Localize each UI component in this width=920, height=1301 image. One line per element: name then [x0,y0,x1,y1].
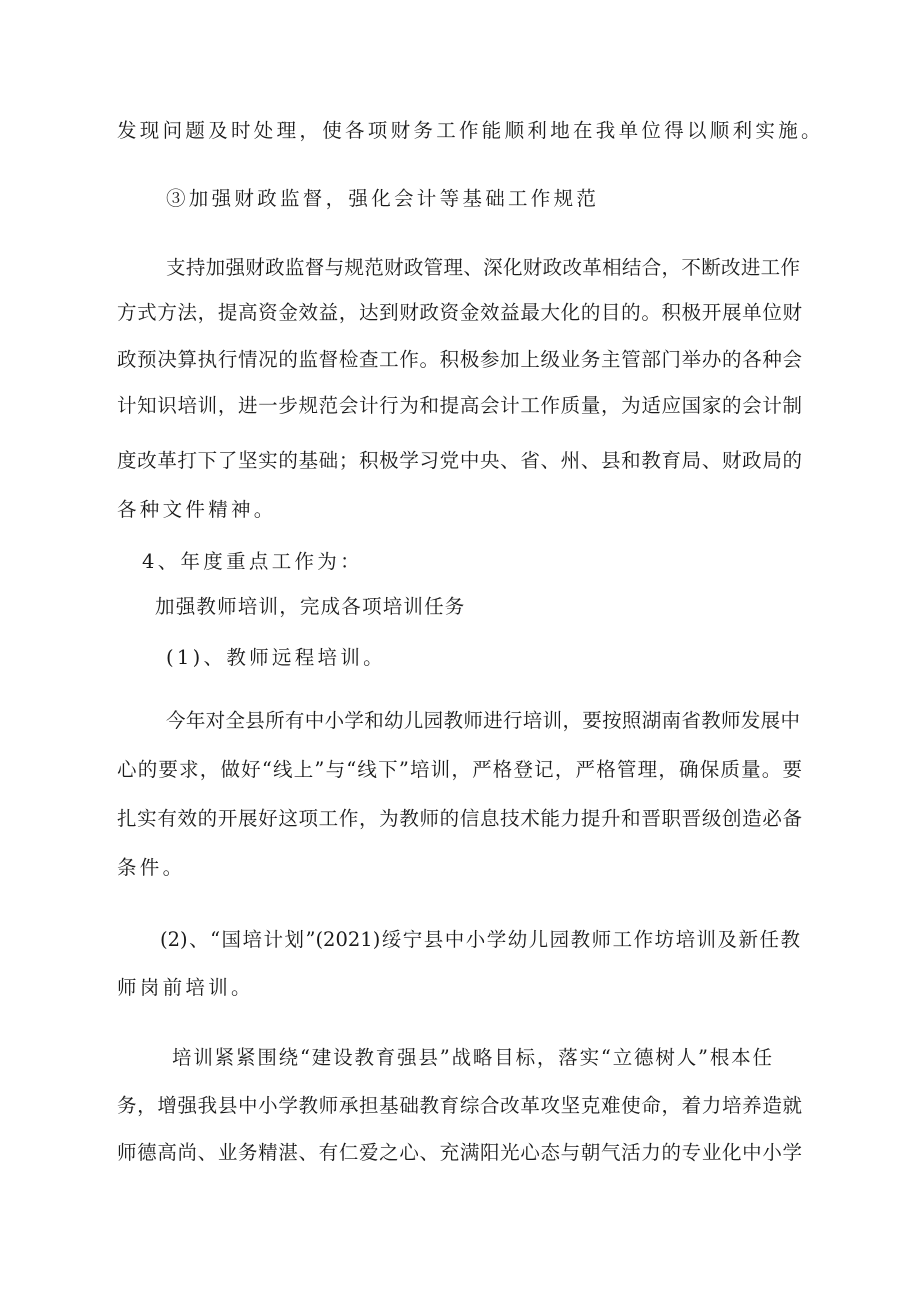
paragraph-line: 支持加强财政监督与规范财政管理、深化财政改革相结合，不断改进工作 [166,256,800,279]
paragraph-line: 今年对全县所有中小学和幼儿园教师进行培训，要按照湖南省教师发展中 [166,709,800,732]
paragraph-line: (2)、“国培计划”(2021)绥宁县中小学幼儿园教师工作坊培训及新任教 [160,928,800,951]
list-item-1-heading: (1)、教师远程培训。 [166,646,386,669]
paragraph-line: 政预决算执行情况的监督检查工作。积极参加上级业务主管部门举办的各种会 [117,348,802,371]
paragraph-line: 心的要求，做好“线上”与“线下”培训，严格登记，严格管理，确保质量。要 [117,758,802,781]
paragraph-line: 度改革打下了坚实的基础；积极学习党中央、省、州、县和教育局、财政局的 [117,449,802,472]
section-heading-3: ③加强财政监督，强化会计等基础工作规范 [166,187,600,210]
paragraph-line: 培训紧紧围绕“建设教育强县”战略目标，落实“立德树人”根本任 [172,1046,772,1069]
paragraph-line: 师岗前培训。 [117,976,254,999]
paragraph-line: 师德高尚、业务精湛、有仁爱之心、充满阳光心态与朝气活力的专业化中小学 [117,1141,802,1164]
section-subheading: 加强教师培训，完成各项培训任务 [155,595,466,618]
paragraph-line: 扎实有效的开展好这项工作，为教师的信息技术能力提升和晋职晋级创造必备 [117,807,802,830]
paragraph-line: 计知识培训，进一步规范会计行为和提高会计工作质量，为适应国家的会计制 [117,394,802,417]
paragraph-line: 条件。 [117,856,186,879]
paragraph-line: 各种文件精神。 [117,498,277,521]
paragraph-line: 务，增强我县中小学教师承担基础教育综合改革攻坚克难使命，着力培养造就 [117,1094,802,1117]
section-heading-4: 4、年度重点工作为： [142,550,363,573]
paragraph-line: 方式方法，提高资金效益，达到财政资金效益最大化的目的。积极开展单位财 [117,301,802,324]
paragraph-continuation-line: 发现问题及时处理，使各项财务工作能顺利地在我单位得以顺利实施。 [117,119,824,142]
